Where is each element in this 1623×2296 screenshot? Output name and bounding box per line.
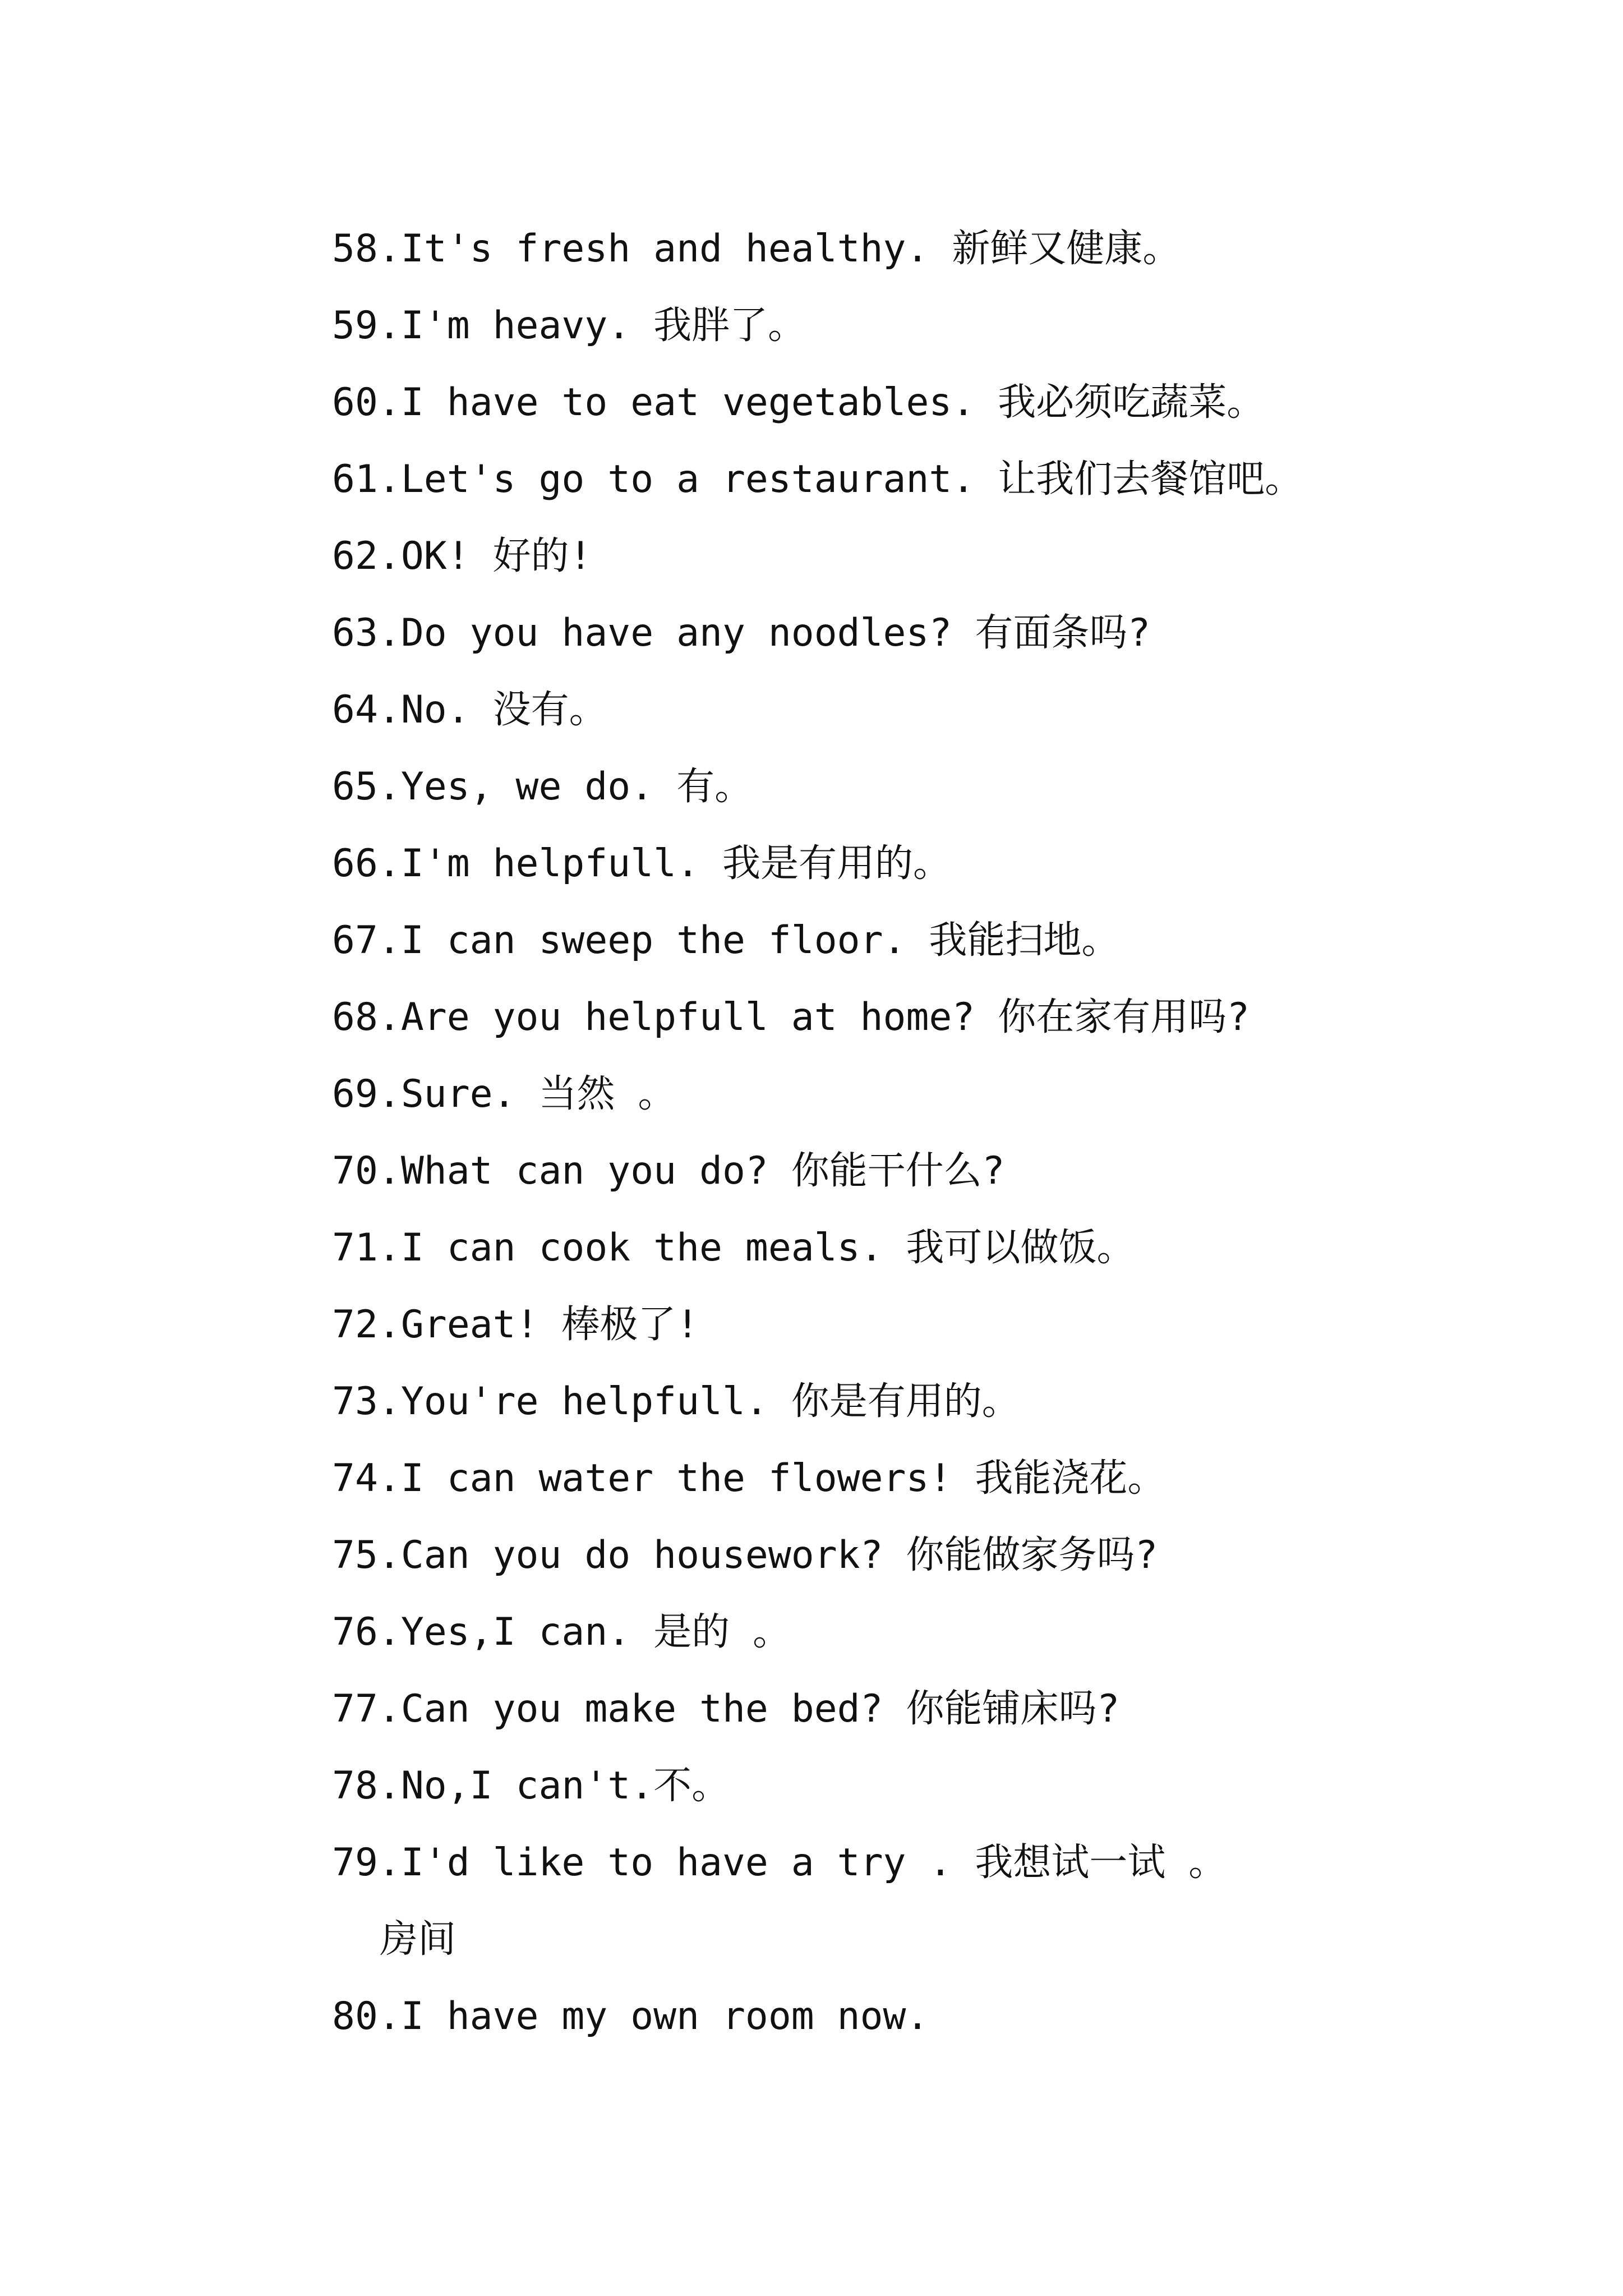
line-text: I have to eat vegetables. 我必须吃蔬菜。 <box>400 380 1265 425</box>
line-text: You're helpfull. 你是有用的。 <box>400 1379 1020 1424</box>
list-item <box>332 1133 1566 1209</box>
list-item <box>332 1517 1566 1594</box>
list-item <box>332 1594 1566 1671</box>
list-item <box>332 441 1566 518</box>
line-number: 75. <box>332 1533 401 1577</box>
list-item <box>332 748 1566 825</box>
list-item <box>332 1440 1566 1517</box>
line-number: 71. <box>332 1226 401 1270</box>
line-text: Sure. 当然 。 <box>400 1072 676 1116</box>
line-number: 76. <box>332 1610 401 1654</box>
line-text: Can you make the bed? 你能铺床吗? <box>400 1687 1120 1731</box>
list-item <box>332 902 1566 979</box>
line-text: I have my own room now. <box>400 1994 929 2039</box>
line-text: Do you have any noodles? 有面条吗? <box>400 611 1151 655</box>
line-text: Can you do housework? 你能做家务吗? <box>400 1533 1158 1577</box>
sentence-list <box>332 210 1566 2055</box>
line-number: 61. <box>332 457 401 501</box>
line-text: I'm heavy. 我胖了。 <box>400 303 806 348</box>
list-item <box>332 287 1566 364</box>
line-number: 78. <box>332 1764 401 1808</box>
line-text: Let's go to a restaurant. 让我们去餐馆吧。 <box>400 457 1303 501</box>
list-item <box>332 1978 1566 2055</box>
line-number: 58. <box>332 227 401 271</box>
list-item <box>332 595 1566 671</box>
line-number: 74. <box>332 1456 401 1501</box>
list-item <box>332 825 1566 902</box>
line-text: It's fresh and healthy. 新鲜又健康。 <box>400 227 1181 271</box>
line-number: 62. <box>332 534 401 578</box>
line-number: 68. <box>332 995 401 1039</box>
list-item <box>332 1056 1566 1133</box>
line-number: 72. <box>332 1303 401 1347</box>
line-number: 63. <box>332 611 401 655</box>
line-text: Great! 棒极了! <box>400 1303 699 1347</box>
line-text: I'd like to have a try . 我想试一试 。 <box>400 1841 1227 1885</box>
list-item <box>332 1747 1566 1824</box>
line-text: I can sweep the floor. 我能扫地。 <box>400 918 1120 963</box>
line-text: I'm helpfull. 我是有用的。 <box>400 841 951 886</box>
list-item <box>332 1286 1566 1363</box>
line-number: 80. <box>332 1994 401 2039</box>
line-number: 77. <box>332 1687 401 1731</box>
list-item <box>332 518 1566 595</box>
line-text: No,I can't.不。 <box>400 1764 730 1808</box>
line-text: I can water the flowers! 我能浇花。 <box>400 1456 1166 1501</box>
line-text: Are you helpfull at home? 你在家有用吗? <box>400 995 1250 1039</box>
line-number: 70. <box>332 1149 401 1193</box>
section-heading: 房间 <box>380 1917 457 1962</box>
line-text: What can you do? 你能干什么? <box>400 1149 1005 1193</box>
line-number: 73. <box>332 1379 401 1424</box>
list-item <box>332 364 1566 441</box>
line-number: 69. <box>332 1072 401 1116</box>
line-number: 65. <box>332 765 401 809</box>
line-text: Yes, we do. 有。 <box>400 765 753 809</box>
line-number: 67. <box>332 918 401 963</box>
list-item <box>332 1363 1566 1440</box>
line-text: Yes,I can. 是的 。 <box>400 1610 791 1654</box>
line-number: 60. <box>332 380 401 425</box>
line-text: OK! 好的! <box>400 534 592 578</box>
list-item <box>332 1824 1566 1901</box>
line-text: No. 没有。 <box>400 688 607 732</box>
list-item <box>332 671 1566 748</box>
list-item <box>332 1671 1566 1747</box>
list-item <box>332 1209 1566 1286</box>
line-number: 66. <box>332 841 401 886</box>
list-item <box>332 210 1566 287</box>
list-item <box>332 979 1566 1056</box>
line-number: 79. <box>332 1841 401 1885</box>
line-number: 59. <box>332 303 401 348</box>
line-text: I can cook the meals. 我可以做饭。 <box>400 1226 1135 1270</box>
line-number: 64. <box>332 688 401 732</box>
